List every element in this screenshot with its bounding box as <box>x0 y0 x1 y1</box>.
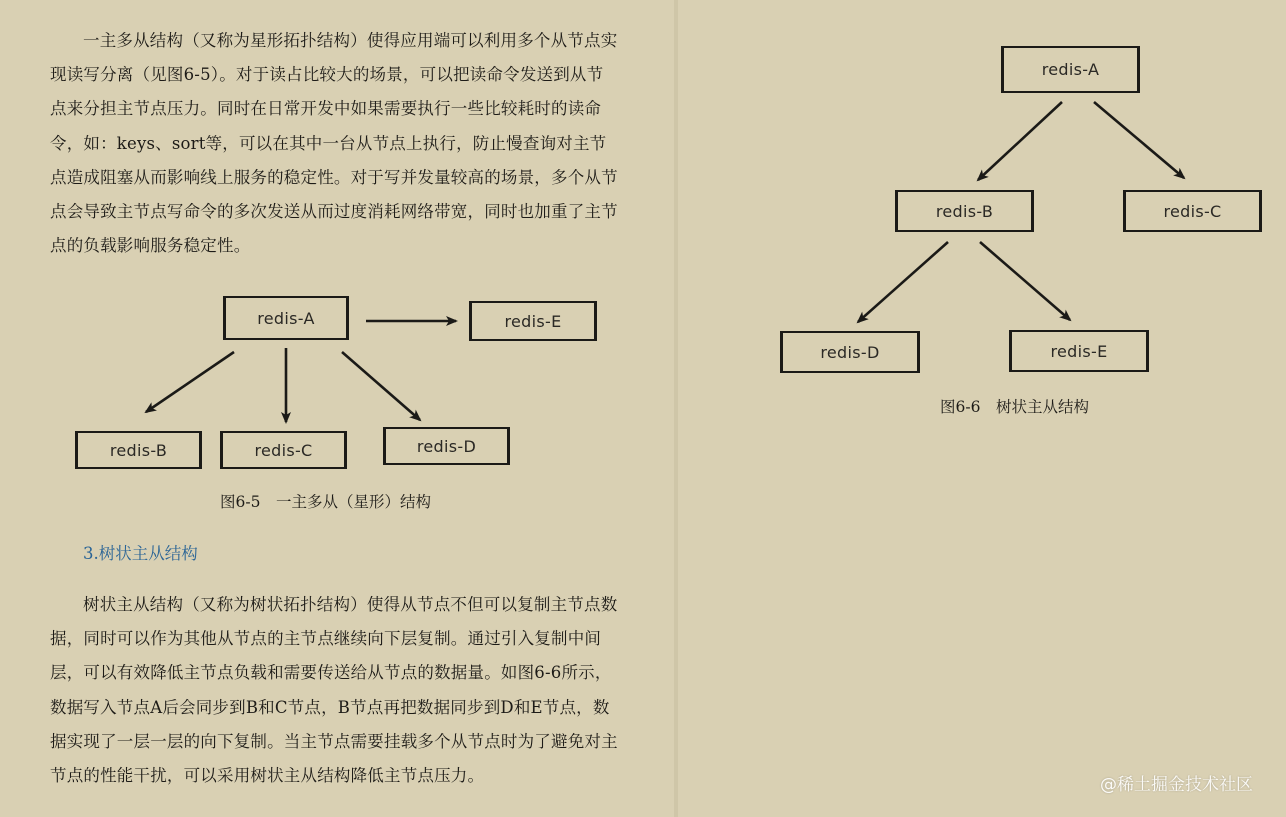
figure-6-6-caption: 图6-6 树状主从结构 <box>940 398 1089 416</box>
fig65-node-redis-a: redis-A <box>223 296 349 340</box>
paragraph-star-topology: 一主多从结构（又称为星形拓扑结构）使得应用端可以利用多个从节点实现读写分离（见图6-5）。对于读占比较大的场景，可以把读命令发送到从节点来分担主节点压力。同时在日常开发中如果需要执行一些比较耗时的读命令，如：keys、sort等，可以在其中一台从节点上执行，防止慢查询对主节点造成阻塞从而影响线上服务的稳定性。对于写并发量较高的场景，多个从节点会导致主节点写命令的多次发送从而过度消耗网络带宽，同时也加重了主节点的负载影响服务稳定性。 <box>50 31 618 256</box>
fig65-node-redis-d: redis-D <box>383 427 510 465</box>
paragraph-tree-topology: 树状主从结构（又称为树状拓扑结构）使得从节点不但可以复制主节点数据，同时可以作为其他从节点的主节点继续向下层复制。通过引入复制中间层，可以有效降低主节点负载和需要传送给从节点的数据量。如图6-6所示，数据写入节点A后会同步到B和C节点，B节点再把数据同步到D和E节点，数据实现了一层一层的向下复制。当主节点需要挂载多个从节点时为了避免对主节点的性能干扰，可以采用树状主从结构降低主节点压力。 <box>50 595 618 786</box>
fig66-node-redis-a: redis-A <box>1001 46 1140 93</box>
arrow-a-to-d <box>342 352 420 420</box>
section-heading-tree: 3.树状主从结构 <box>83 544 198 563</box>
fig65-node-redis-e: redis-E <box>469 301 597 341</box>
fig66-node-redis-c: redis-C <box>1123 190 1262 232</box>
fig66-node-redis-d: redis-D <box>780 331 920 373</box>
arrow-a-to-b-tree <box>978 102 1062 180</box>
fig65-node-redis-c: redis-C <box>220 431 347 469</box>
fig66-node-redis-e: redis-E <box>1009 330 1149 372</box>
arrow-b-to-d-tree <box>858 242 948 322</box>
arrow-a-to-b <box>146 352 234 412</box>
watermark: @稀土掘金技术社区 <box>1100 775 1253 795</box>
fig66-node-redis-b: redis-B <box>895 190 1034 232</box>
figure-6-5-caption: 图6-5 一主多从（星形）结构 <box>220 493 431 511</box>
arrow-b-to-e-tree <box>980 242 1070 320</box>
fig65-node-redis-b: redis-B <box>75 431 202 469</box>
arrow-a-to-c-tree <box>1094 102 1184 178</box>
